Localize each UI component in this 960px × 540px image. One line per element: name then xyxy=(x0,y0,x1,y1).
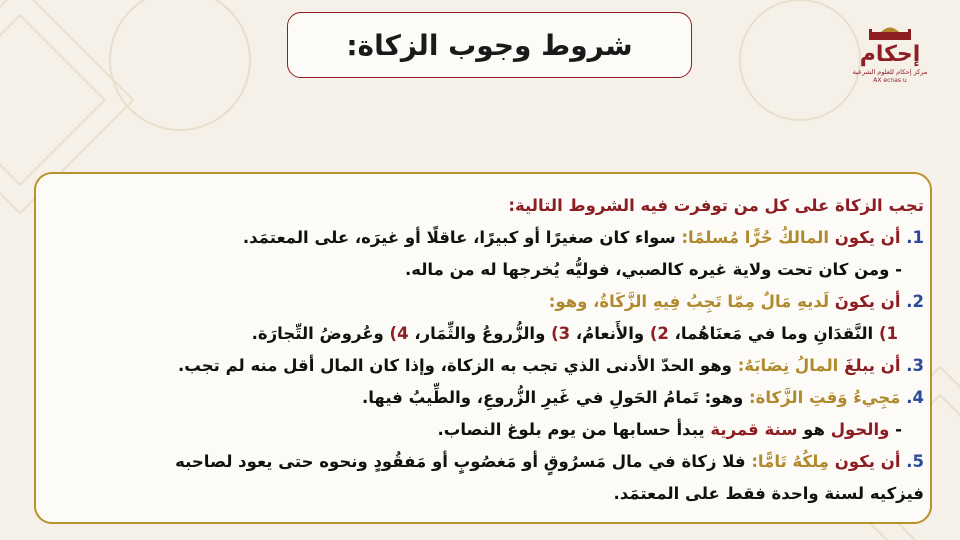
item-text: النَّقدَانِ وما في مَعنَاهُما، xyxy=(674,324,874,343)
condition-5 xyxy=(44,446,924,478)
item-number: 4) xyxy=(389,324,409,343)
conditions-list xyxy=(44,190,924,510)
condition-number: 3. xyxy=(906,356,924,375)
condition-tail: وهو: xyxy=(548,292,588,311)
condition-text: فلا زكاة في مال مَسرُوقٍ أو مَغصُوبٍ أو مَفقُودٍ ونحوه حتى يعود لصاحبه xyxy=(175,452,746,471)
condition-3 xyxy=(44,350,924,382)
condition-key: المالُ نِصَابَهُ: xyxy=(737,356,839,375)
condition-2-items xyxy=(44,318,924,350)
condition-key: المالكُ حُرًّا مُسلمًا: xyxy=(681,228,830,247)
note-key: والحول xyxy=(830,420,890,439)
note-text: يبدأ حسابها من يوم بلوغ النصاب. xyxy=(437,420,705,439)
condition-number: 2. xyxy=(906,292,924,311)
condition-text: وهو الحدّ الأدنى الذي تجب به الزكاة، وإذا كان المال أقل منه لم تجب. xyxy=(178,356,732,375)
condition-key: مَجِيءُ وَقتِ الزَّكاة: xyxy=(748,388,901,407)
condition-4-note xyxy=(44,414,924,446)
intro-line: تجب الزكاة على كل من توفرت فيه الشروط التالية: xyxy=(508,196,924,215)
logo-name: إحكام xyxy=(859,42,921,67)
condition-text: وهو: تَمامُ الحَولِ في غَيرِ الزُّروعِ، والطِّيبُ فيها. xyxy=(361,388,744,407)
condition-2 xyxy=(44,286,924,318)
note-dash: - xyxy=(895,420,902,439)
logo-subtitle: مركز إحكام للعلوم الشرعية xyxy=(852,68,928,76)
item-number: 1) xyxy=(878,324,898,343)
condition-lead: أن يكون xyxy=(834,452,901,471)
condition-4 xyxy=(44,382,924,414)
item-text: والزُّروعُ والثِّمَار، xyxy=(414,324,546,343)
logo-tagline: AX ecnas u xyxy=(873,77,907,84)
note-highlight: سنة قمرية xyxy=(710,420,798,439)
note-mid: هو xyxy=(803,420,825,439)
item-number: 2) xyxy=(649,324,669,343)
condition-key: لَديهِ مَالٌ مِمّا تَجِبُ فِيهِ الزَّكَاةُ، xyxy=(593,292,830,311)
condition-1 xyxy=(44,222,924,254)
condition-5-continuation: فيزكيه لسنة واحدة فقط على المعتمَد. xyxy=(613,484,924,503)
condition-number: 5. xyxy=(906,452,924,471)
page-title: شروط وجوب الزكاة: xyxy=(346,28,633,62)
item-text: وعُروضُ التِّجارَة. xyxy=(251,324,384,343)
condition-key: مِلكُهُ تَامًّا: xyxy=(751,452,830,471)
condition-number: 4. xyxy=(906,388,924,407)
condition-lead: أن يكونَ xyxy=(834,292,901,311)
item-text: والأَنعامُ، xyxy=(575,324,645,343)
item-number: 3) xyxy=(551,324,571,343)
title-box xyxy=(287,12,692,78)
mosque-dome-icon xyxy=(867,26,913,40)
condition-1-note: - ومن كان تحت ولاية غيره كالصبي، فوليُّه يُخرجها له من ماله. xyxy=(404,260,902,279)
logo xyxy=(852,26,928,96)
condition-number: 1. xyxy=(906,228,924,247)
condition-lead: أن يبلغَ xyxy=(844,356,901,375)
condition-text: سواء كان صغيرًا أو كبيرًا، عاقلًا أو غيرَه، على المعتمَد. xyxy=(242,228,676,247)
condition-lead: أن يكون xyxy=(834,228,901,247)
